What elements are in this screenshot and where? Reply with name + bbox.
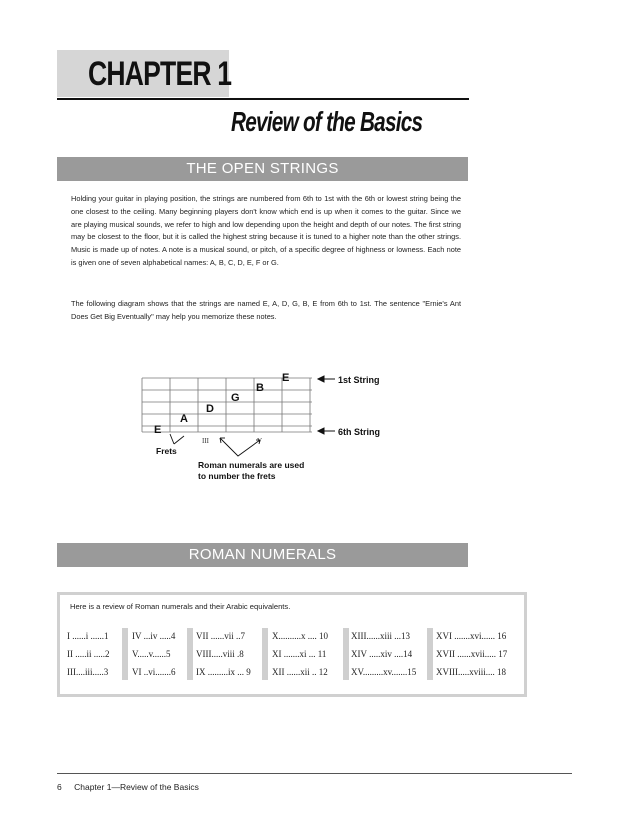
chapter-rule (57, 98, 469, 100)
column-divider (122, 628, 128, 680)
fret-pointer-icon (170, 434, 184, 444)
roman-pointer-icon (220, 437, 263, 456)
page-footer (57, 782, 199, 792)
column-divider (343, 628, 349, 680)
roman-entry: X..........x .... 10 (272, 631, 328, 641)
roman-entry: VIII.....viii .8 (196, 649, 244, 659)
section-heading-roman-numerals: ROMAN NUMERALS (57, 543, 468, 567)
fret-numeral-v: V (257, 437, 263, 445)
roman-intro: Here is a review of Roman numerals and their Arabic equivalents. (70, 602, 291, 611)
fret-numeral-iii: III (202, 437, 209, 445)
page-number: 6 (57, 782, 62, 792)
roman-entry: I ......i ......1 (67, 631, 109, 641)
note-g: G (231, 392, 240, 404)
note-d: D (206, 403, 214, 415)
roman-entry: XVIII.....xviii.... 18 (436, 667, 506, 677)
note-e-low: E (154, 424, 162, 436)
roman-column-3 (196, 627, 251, 681)
roman-entry: XI .......xi ... 11 (272, 649, 327, 659)
roman-entry: VI ..vi.......6 (132, 667, 176, 677)
note-b: B (256, 382, 264, 394)
note-e-high: E (282, 372, 290, 384)
roman-entry: II .....ii .....2 (67, 649, 110, 659)
roman-entry: XVII ......xvii..... 17 (436, 649, 508, 659)
paragraph-intro: Holding your guitar in playing position, the strings are numbered from 6th to 1st with the 6th or lowest string being the one closest to the ceiling. Many beginning players don't know which end is up when it comes to the guitar. Since we are playing musical sounds, we refer to high and low depending upon the height and depth of our notes. The first string may be closest to the floor, but it is called the highest string because it is tuned to a higher note than the other strings. Music is made up of notes. A note is a musical sound, or pitch, of a specific degree of highness or lowness. Each note is given one of seven alphabetical names: A, B, C, D, E, F or G. (71, 194, 461, 267)
roman-entry: XIII......xiii ...13 (351, 631, 410, 641)
roman-entry: XV.........xv.......15 (351, 667, 417, 677)
footer-chapter-title: Chapter 1—Review of the Basics (74, 782, 199, 792)
roman-entry: VII ......vii ..7 (196, 631, 245, 641)
section-heading-open-strings: THE OPEN STRINGS (57, 157, 468, 181)
arrow-icon-first-string (318, 376, 335, 382)
column-divider (187, 628, 193, 680)
arrow-icon-sixth-string (318, 428, 335, 434)
sixth-string-label: 6th String (338, 427, 380, 437)
fretboard-grid (142, 378, 312, 432)
fretboard-diagram (140, 368, 400, 488)
frets-label: Frets (156, 446, 177, 456)
column-divider (262, 628, 268, 680)
paragraph-diagram-intro: The following diagram shows that the strings are named E, A, D, G, B, E from 6th to 1st. The sentence "Ernie's Ant Does Get Big Eventually" may help you memorize these notes. (71, 299, 461, 321)
roman-entry: XVI .......xvi...... 16 (436, 631, 507, 641)
roman-entry: V.....v......5 (132, 649, 171, 659)
roman-entry: XII ......xii .. 12 (272, 667, 328, 677)
note-a: A (180, 413, 188, 425)
roman-column-5 (351, 627, 416, 681)
roman-caption-line1: Roman numerals are used (198, 460, 305, 470)
chapter-subtitle: Review of the Basics (231, 106, 423, 137)
column-divider (427, 628, 433, 680)
roman-entry: XIV .....xiv ....14 (351, 649, 413, 659)
roman-entry: IV ...iv .....4 (132, 631, 176, 641)
footer-rule (57, 773, 572, 774)
roman-caption-line2: to number the frets (198, 471, 276, 481)
chapter-label: CHAPTER 1 (88, 55, 232, 93)
roman-entry: IX .........ix ... 9 (196, 667, 251, 677)
roman-column-1 (67, 627, 110, 681)
roman-entry: III....iii.....3 (67, 667, 109, 677)
roman-column-6 (436, 627, 507, 681)
first-string-label: 1st String (338, 375, 380, 385)
roman-column-4 (272, 627, 328, 681)
roman-column-2 (132, 627, 176, 681)
